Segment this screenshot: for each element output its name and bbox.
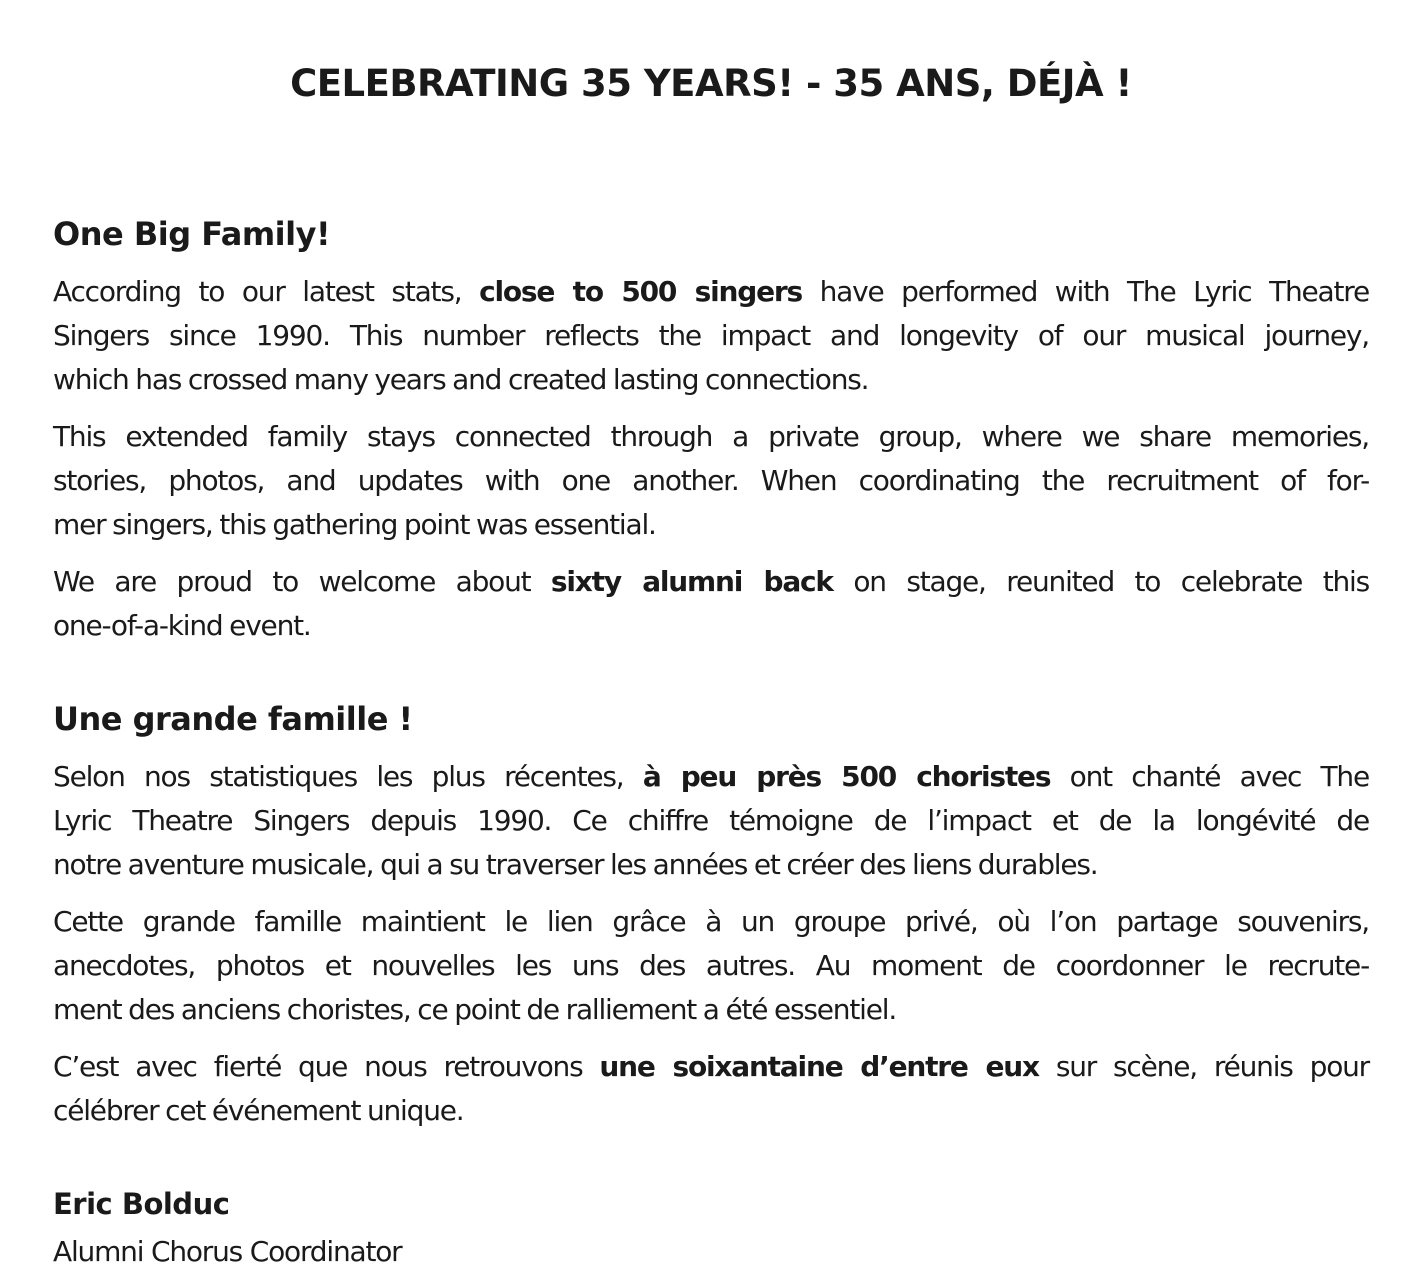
- french-heading: Une grande famille !: [53, 700, 413, 738]
- paragraph-line: Singers since 1990. This number reflects the impact and longevity of our musical journey,: [53, 319, 1369, 352]
- bold-highlight: à peu près 500 choristes: [642, 760, 1051, 793]
- paragraph-line: one-of-a-kind event.: [53, 609, 311, 642]
- text-run: on stage, reunited to celebrate this: [832, 565, 1370, 598]
- text-run: sur scène, réunis pour: [1038, 1050, 1369, 1083]
- paragraph-line: stories, photos, and updates with one another. When coordinating the recruitment of for-: [53, 464, 1369, 497]
- signature-role: Alumni Chorus Coordinator: [53, 1235, 402, 1268]
- paragraph-line: anecdotes, photos et nouvelles les uns des autres. Au moment de coordonner le recrute-: [53, 949, 1369, 982]
- paragraph-line: Lyric Theatre Singers depuis 1990. Ce chiffre témoigne de l’impact et de la longévité de: [53, 804, 1369, 837]
- english-section: [53, 210, 1369, 661]
- paragraph-line: This extended family stays connected through a private group, where we share memories,: [53, 420, 1369, 453]
- english-paragraph-1: [53, 270, 1369, 402]
- page-title: CELEBRATING 35 YEARS! - 35 ANS, DÉJÀ !: [290, 62, 1132, 105]
- text-run: We are proud to welcome about: [53, 565, 551, 598]
- text-run: ont chanté avec The: [1050, 760, 1370, 793]
- french-paragraph-1: [53, 755, 1369, 887]
- paragraph-line: [53, 755, 1369, 799]
- paragraph-line: ment des anciens choristes, ce point de ralliement a été essentiel.: [53, 993, 897, 1026]
- paragraph-line: Cette grande famille maintient le lien grâce à un groupe privé, où l’on partage souvenirs,: [53, 905, 1369, 938]
- paragraph-line: mer singers, this gathering point was essential.: [53, 508, 656, 541]
- english-paragraph-3: [53, 560, 1369, 648]
- english-paragraph-2: [53, 415, 1369, 547]
- french-paragraph-2: [53, 900, 1369, 1032]
- paragraph-line: [53, 270, 1369, 314]
- signature-name: Eric Bolduc: [53, 1187, 230, 1221]
- text-run: According to our latest stats,: [53, 275, 480, 308]
- paragraph-line: [53, 560, 1369, 604]
- french-paragraph-3: [53, 1045, 1369, 1133]
- english-heading: One Big Family!: [53, 215, 331, 253]
- paragraph-line: which has crossed many years and created lasting connections.: [53, 363, 869, 396]
- bold-highlight: close to 500 singers: [479, 275, 802, 308]
- paragraph-line: notre aventure musicale, qui a su traverser les années et créer des liens durables.: [53, 848, 1098, 881]
- signature-block: [53, 1180, 1369, 1274]
- bold-highlight: une soixantaine d’entre eux: [599, 1050, 1039, 1083]
- text-run: have performed with The Lyric Theatre: [801, 275, 1370, 308]
- paragraph-line: célébrer cet événement unique.: [53, 1094, 464, 1127]
- text-run: C’est avec fierté que nous retrouvons: [53, 1050, 600, 1083]
- text-run: Selon nos statistiques les plus récentes,: [53, 760, 643, 793]
- paragraph-line: [53, 1045, 1369, 1089]
- french-section: [53, 695, 1369, 1146]
- bold-highlight: sixty alumni back: [550, 565, 833, 598]
